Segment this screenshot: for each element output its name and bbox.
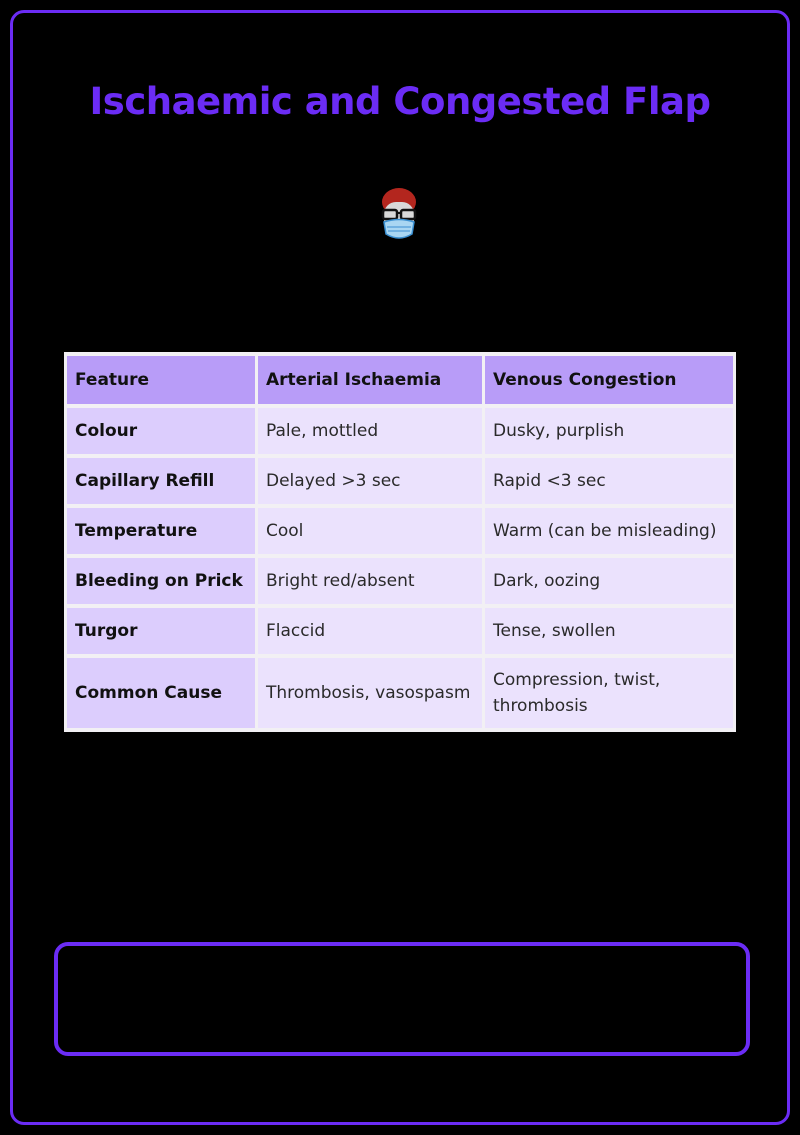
arterial-cell: Bright red/absent bbox=[258, 558, 482, 604]
header-feature: Feature bbox=[67, 356, 255, 404]
arterial-cell: Delayed >3 sec bbox=[258, 458, 482, 504]
table-row bbox=[67, 508, 733, 554]
arterial-cell: Pale, mottled bbox=[258, 408, 482, 454]
venous-cell: Tense, swollen bbox=[485, 608, 733, 654]
table-row bbox=[67, 608, 733, 654]
feature-cell: Bleeding on Prick bbox=[67, 558, 255, 604]
feature-cell: Temperature bbox=[67, 508, 255, 554]
venous-cell: Dusky, purplish bbox=[485, 408, 733, 454]
page-title: Ischaemic and Congested Flap bbox=[89, 80, 711, 123]
venous-cell: Rapid <3 sec bbox=[485, 458, 733, 504]
venous-cell: Dark, oozing bbox=[485, 558, 733, 604]
venous-cell: Compression, twist, thrombosis bbox=[485, 658, 733, 728]
feature-cell: Common Cause bbox=[67, 658, 255, 728]
arterial-cell: Cool bbox=[258, 508, 482, 554]
table-row bbox=[67, 658, 733, 728]
header-venous-congestion: Venous Congestion bbox=[485, 356, 733, 404]
header-arterial-ischaemia: Arterial Ischaemia bbox=[258, 356, 482, 404]
feature-cell: Turgor bbox=[67, 608, 255, 654]
arterial-cell: Flaccid bbox=[258, 608, 482, 654]
table-row bbox=[67, 458, 733, 504]
comparison-table bbox=[64, 352, 736, 732]
feature-cell: Capillary Refill bbox=[67, 458, 255, 504]
arterial-cell: Thrombosis, vasospasm bbox=[258, 658, 482, 728]
doctor-avatar-icon bbox=[376, 184, 422, 246]
table-header-row bbox=[67, 356, 733, 404]
venous-cell: Warm (can be misleading) bbox=[485, 508, 733, 554]
note-box bbox=[54, 942, 750, 1056]
feature-cell: Colour bbox=[67, 408, 255, 454]
table-row bbox=[67, 558, 733, 604]
table-row bbox=[67, 408, 733, 454]
